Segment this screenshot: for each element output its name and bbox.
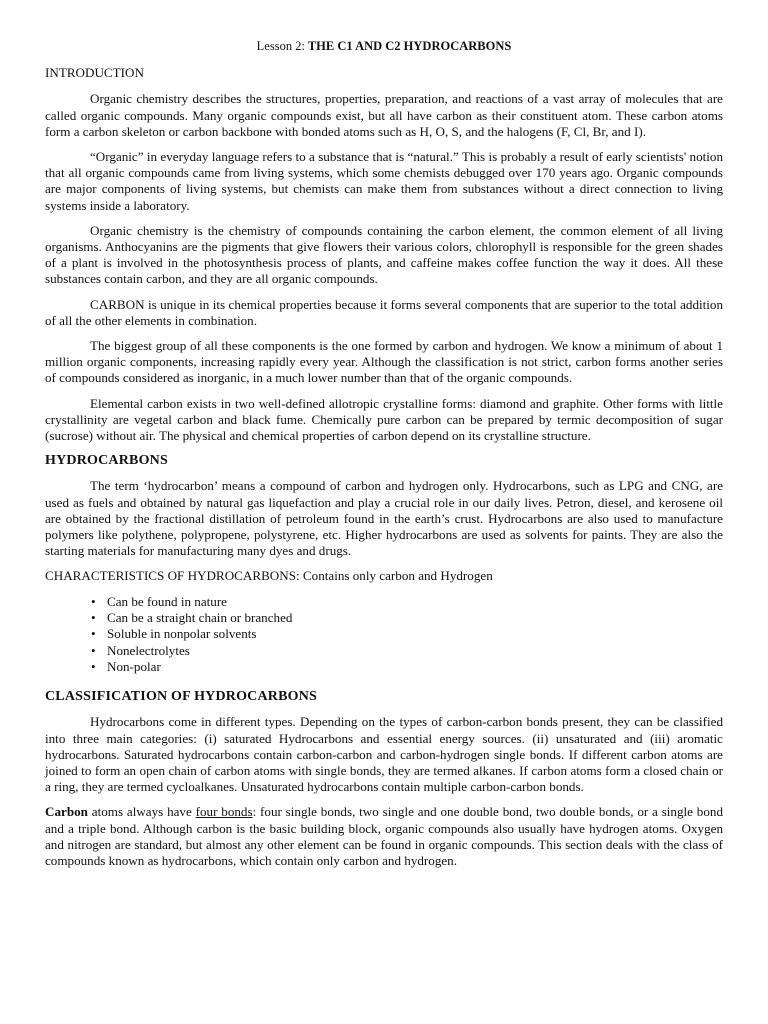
intro-paragraph-2: “Organic” in everyday language refers to a substance that is “natural.” This is probably a result of early scientists' notion that all organic compounds came from living systems, which some chemists debugged over 170 years ago. Organic compounds are major components of living systems, but chemists can make them from substances without a direct connection to living systems inside a laboratory. <box>45 149 723 213</box>
intro-paragraph-3: Organic chemistry is the chemistry of compounds containing the carbon element, the common element of all living organisms. Anthocyanins are the pigments that give flowers their various colors, chlorophyll is responsible for the green shades of a plant is involved in the photosynthesis process of plants, and caffeine makes coffee function the way it does. All these substances contain carbon, and they are all organic compounds. <box>45 222 723 287</box>
hydrocarbons-paragraph: The term ‘hydrocarbon’ means a compound of carbon and hydrogen only. Hydrocarbons, such as LPG and CNG, are used as fuels and obtained by natural gas liquefaction and play a crucial role in our daily lives. Petron, diesel, and kerosene oil are obtained by the fractional distillation of petroleum found in the earth’s crust. Hydrocarbons are also used to manufacture polymers like polythene, polypropene, polystyrene, etc. Higher hydrocarbons are used as solvents for paints. They are also the starting materials for manufacturing many dyes and drugs. <box>45 478 723 559</box>
bullet-icon: • <box>91 658 96 674</box>
characteristics-list <box>45 594 723 675</box>
introduction-heading: INTRODUCTION <box>45 65 144 81</box>
list-item-text: Soluble in nonpolar solvents <box>107 626 257 642</box>
lesson-title <box>45 38 723 54</box>
carbon-text-b: : four single bonds, two single and one double bond, two double bonds, or a single bond and a triple bond. Although carbon is the basic building block, organic compounds also usually have hydrogen atoms. Oxygen and nitrogen are standard, but almost any other element can be found in organic compounds. This section deals with the class of compounds known as hydrocarbons, which contain only carbon and hydrogen. <box>45 804 723 868</box>
list-item-text: Can be a straight chain or branched <box>107 609 293 625</box>
bullet-icon: • <box>91 626 96 642</box>
list-item <box>91 658 723 675</box>
carbon-lead-word: Carbon <box>45 804 88 820</box>
carbon-paragraph <box>45 804 723 869</box>
characteristics-line: CHARACTERISTICS OF HYDROCARBONS: Contains only carbon and Hydrogen <box>45 568 493 584</box>
document-page <box>45 38 723 878</box>
intro-paragraph-4: CARBON is unique in its chemical properties because it forms several components that are superior to the total addition of all the other elements in combination. <box>45 296 723 328</box>
hydrocarbons-heading: HYDROCARBONS <box>45 453 168 469</box>
intro-paragraph-5: The biggest group of all these components is the one formed by carbon and hydrogen. We know a minimum of about 1 million organic components, increasing rapidly every year. Although the classification is not strict, carbon forms another series of compounds considered as inorganic, in a much lower number than that of the organic compounds. <box>45 338 723 386</box>
list-item <box>91 626 723 642</box>
bullet-icon: • <box>91 609 96 625</box>
list-item-text: Non-polar <box>107 658 161 674</box>
classification-paragraph: Hydrocarbons come in different types. Depending on the types of carbon-carbon bonds present, they can be classified into three main categories: (i) saturated Hydrocarbons and essential energy sources. (ii) unsaturated and (iii) aromatic hydrocarbons. Saturated hydrocarbons contain carbon-carbon and carbon-hydrogen single bonds. If different carbon atoms are joined to form an open chain of carbon atoms with single bonds, they are termed alkanes. If carbon atoms form a closed chain or a ring, they are termed cycloalkanes. Unsaturated hydrocarbons contain multiple carbon-carbon bonds. <box>45 714 723 795</box>
classification-heading: CLASSIFICATION OF HYDROCARBONS <box>45 689 318 705</box>
list-item-text: Can be found in nature <box>107 593 227 609</box>
bullet-icon: • <box>91 642 96 658</box>
four-bonds-underlined: four bonds <box>195 804 253 820</box>
list-item-text: Nonelectrolytes <box>107 642 190 658</box>
list-item <box>91 593 723 610</box>
bullet-icon: • <box>91 593 96 609</box>
lesson-number: Lesson 2: <box>256 39 305 53</box>
carbon-text-a: atoms always have <box>87 804 196 820</box>
intro-paragraph-6: Elemental carbon exists in two well-defined allotropic crystalline forms: diamond and graphite. Other forms with little crystallinity are vegetal carbon and black fume. Chemically pure carbon can be prepared by termic decomposition of sugar (sucrose) without air. The physical and chemical properties of carbon depend on its crystalline structure. <box>45 395 723 444</box>
intro-paragraph-1: Organic chemistry describes the structures, properties, preparation, and reactions of a vast array of molecules that are called organic compounds. Many organic compounds exist, but all have carbon as their constituent atom. These carbon atoms form a carbon skeleton or carbon backbone with bonded atoms such as H, O, S, and the halogens (F, Cl, Br, and I). <box>45 91 723 139</box>
list-item <box>91 642 723 659</box>
lesson-topic: THE C1 AND C2 HYDROCARBONS <box>307 39 512 53</box>
list-item <box>91 609 723 626</box>
